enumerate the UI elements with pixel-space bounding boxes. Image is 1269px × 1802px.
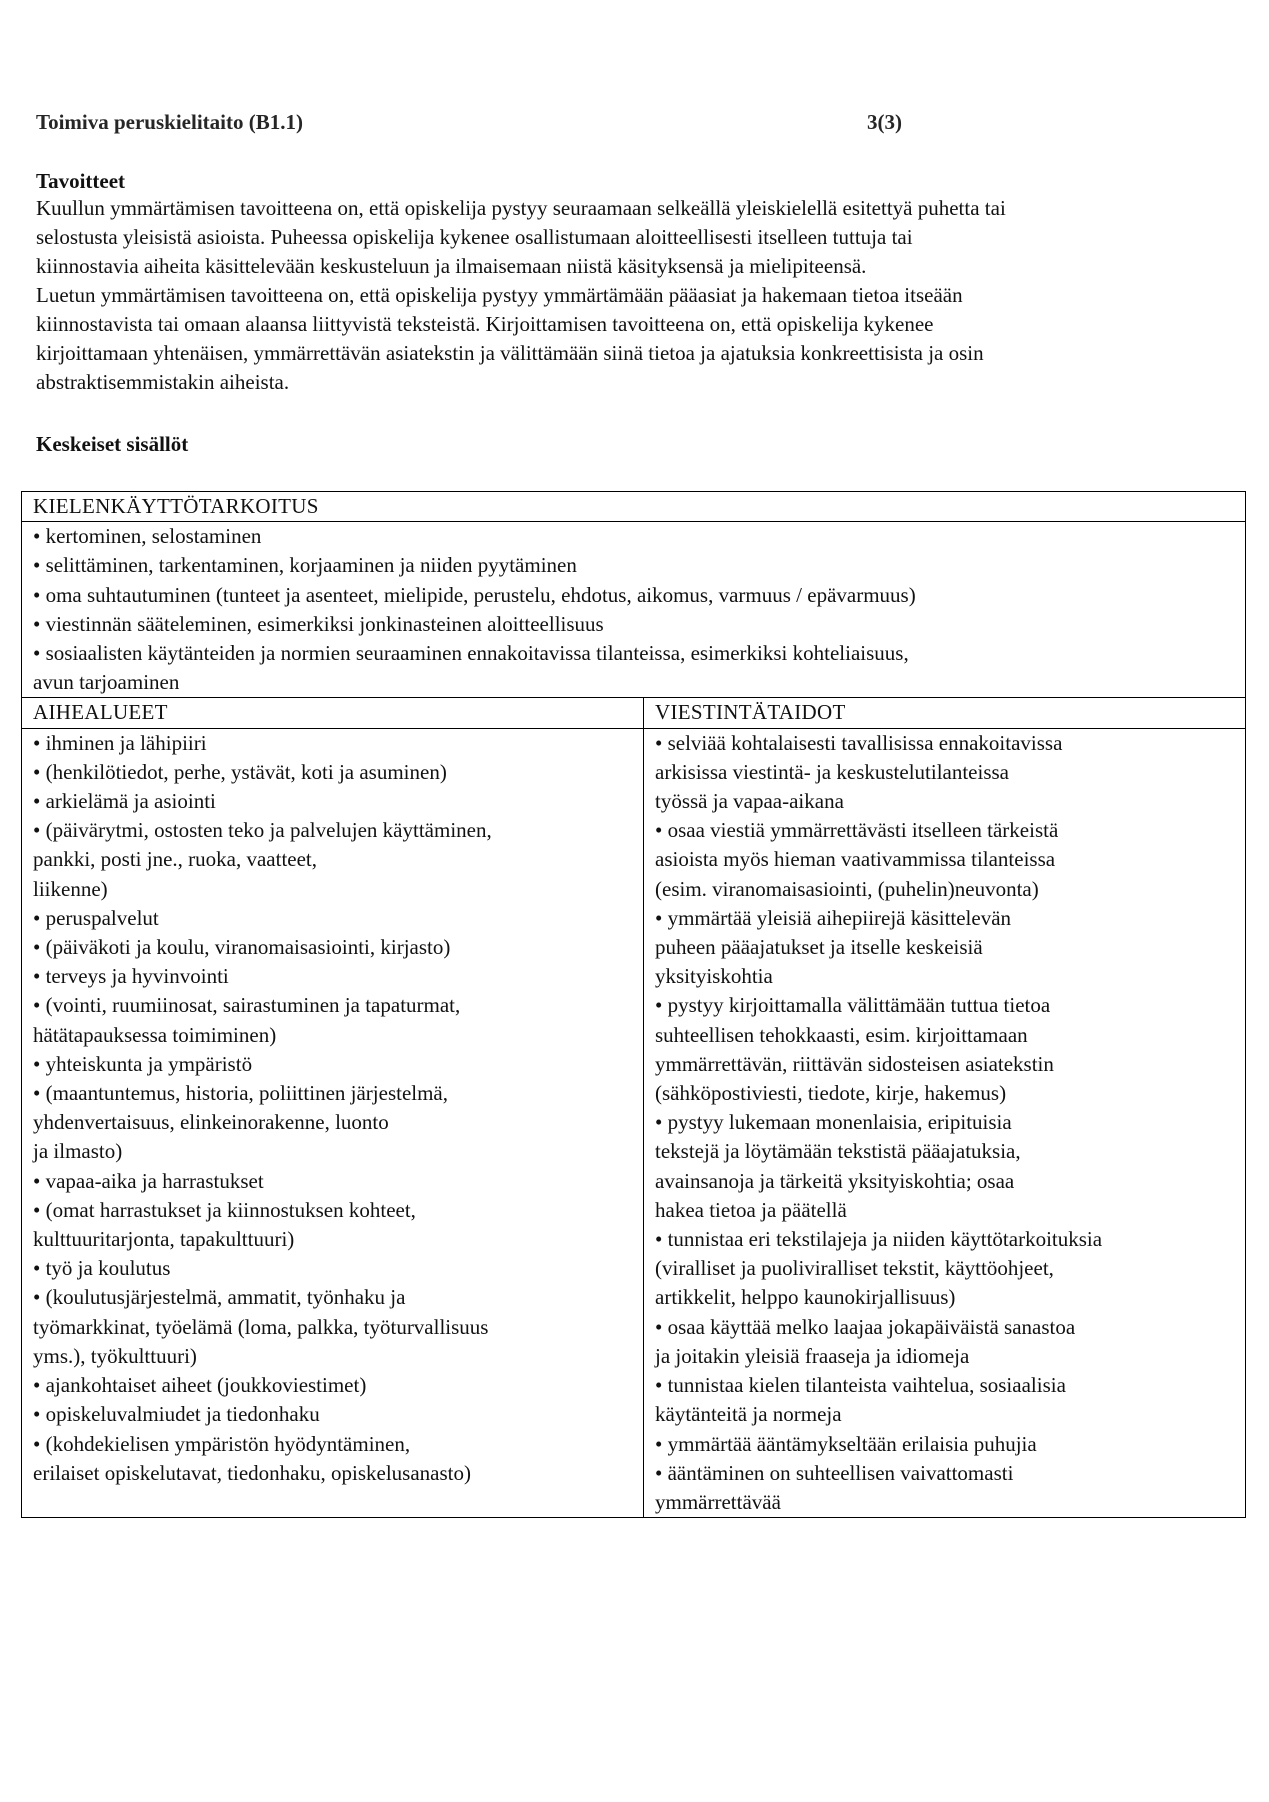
purpose-line: • selittäminen, tarkentaminen, korjaaminen ja niiden pyytäminen xyxy=(33,553,577,578)
topic-line: erilaiset opiskelutavat, tiedonhaku, opiskelusanasto) xyxy=(33,1460,471,1485)
topic-line: yms.), työkulttuuri) xyxy=(33,1343,197,1368)
goals-paragraph-1: Kuullun ymmärtämisen tavoitteena on, että opiskelija pystyy seuraamaan selkeällä yleiskielellä esitettyä puhetta tai selostusta yleisistä asioista. Puheessa opiskelija kykenee osallistumaan aloitteellisesti itselleen tuttuja tai kiinnostavia aiheita käsittelevään keskusteluun ja ilmaisemaan niistä käsityksensä ja mielipiteensä. xyxy=(36,196,1006,278)
topic-line: • ajankohtaiset aiheet (joukkoviestimet) xyxy=(33,1373,367,1398)
skill-line: (sähköpostiviesti, tiedote, kirje, hakemus) xyxy=(655,1081,1007,1106)
skill-line: • pystyy lukemaan monenlaisia, eripituisia xyxy=(655,1110,1012,1135)
skill-line: asioista myös hieman vaativammissa tilanteissa xyxy=(655,847,1056,872)
skill-line: • osaa viestiä ymmärrettävästi itselleen tärkeistä xyxy=(655,818,1059,843)
goals-paragraph-2: Luetun ymmärtämisen tavoitteena on, että opiskelija pystyy ymmärtämään pääasiat ja hakemaan tietoa itseään kiinnostavista tai omaan alaansa liittyvistä teksteistä. Kirjoittamisen tavoitteena on, että opiskelija kykenee kirjoittamaan yhtenäisen, ymmärrettävän asiatekstin ja välittämään siinä tietoa ja ajatuksia konkreettisista ja osin abstraktisemmistakin aiheista. xyxy=(36,283,984,394)
skill-line: (viralliset ja puoliviralliset tekstit, käyttöohjeet, xyxy=(655,1256,1054,1281)
topic-line: pankki, posti jne., ruoka, vaatteet, xyxy=(33,847,318,872)
skill-line: ymmärrettävää xyxy=(655,1489,781,1514)
skill-line: artikkelit, helppo kaunokirjallisuus) xyxy=(655,1285,956,1310)
topic-line: • (henkilötiedot, perhe, ystävät, koti ja asuminen) xyxy=(33,759,447,784)
topic-line: • työ ja koulutus xyxy=(33,1256,171,1281)
contents-table xyxy=(21,491,1246,1518)
topic-line: työmarkkinat, työelämä (loma, palkka, työturvallisuus xyxy=(33,1314,489,1339)
topic-line: • terveys ja hyvinvointi xyxy=(33,964,229,989)
column-header-row xyxy=(22,698,1246,728)
skill-line: • tunnistaa kielen tilanteista vaihtelua, sosiaalisia xyxy=(655,1373,1066,1398)
skill-line: hakea tietoa ja päätellä xyxy=(655,1197,847,1222)
topic-line: • (päivärytmi, ostosten teko ja palvelujen käyttäminen, xyxy=(33,818,492,843)
page-header xyxy=(36,110,916,135)
topic-line: • (koulutusjärjestelmä, ammatit, työnhaku ja xyxy=(33,1285,406,1310)
skill-line: suhteellisen tehokkaasti, esim. kirjoittamaan xyxy=(655,1022,1028,1047)
goals-section xyxy=(36,168,1236,397)
purpose-row xyxy=(22,522,1246,698)
skill-line: • osaa käyttää melko laajaa jokapäiväistä sanastoa xyxy=(655,1314,1076,1339)
topic-line: • ihminen ja lähipiiri xyxy=(33,730,207,755)
skill-line: ymmärrettävän, riittävän sidosteisen asiatekstin xyxy=(655,1051,1054,1076)
skill-line: ja joitakin yleisiä fraaseja ja idiomeja xyxy=(655,1343,970,1368)
skill-line: (esim. viranomaisasiointi, (puhelin)neuvonta) xyxy=(655,876,1039,901)
topic-line: • (kohdekielisen ympäristön hyödyntäminen, xyxy=(33,1431,411,1456)
skill-line: puheen pääajatukset ja itselle keskeisiä xyxy=(655,935,983,960)
skill-line: • selviää kohtalaisesti tavallisissa ennakoitavissa xyxy=(655,730,1063,755)
purpose-line: • oma suhtautuminen (tunteet ja asenteet, mielipide, perustelu, ehdotus, aikomus, varmuus / epävarmuus) xyxy=(33,582,916,607)
skill-line: • ymmärtää yleisiä aihepiirejä käsittelevän xyxy=(655,905,1012,930)
topic-line: • yhteiskunta ja ympäristö xyxy=(33,1051,253,1076)
skill-line: yksityiskohtia xyxy=(655,964,773,989)
topic-line: • (vointi, ruumiinosat, sairastuminen ja tapaturmat, xyxy=(33,993,461,1018)
topic-line: liikenne) xyxy=(33,876,108,901)
skill-line: • ymmärtää ääntämykseltään erilaisia puhujia xyxy=(655,1431,1037,1456)
skills-cell xyxy=(644,728,1246,1517)
topic-line: • (omat harrastukset ja kiinnostuksen kohteet, xyxy=(33,1197,416,1222)
topic-line: • vapaa-aika ja harrastukset xyxy=(33,1168,264,1193)
purpose-line: • sosiaalisten käytänteiden ja normien seuraaminen ennakoitavissa tilanteissa, esimerkiksi kohteliaisuus, xyxy=(33,641,909,666)
skill-line: • ääntäminen on suhteellisen vaivattomasti xyxy=(655,1460,1014,1485)
purpose-header: KIELENKÄYTTÖTARKOITUS xyxy=(22,492,1246,522)
topic-line: • peruspalvelut xyxy=(33,905,159,930)
topic-line: hätätapauksessa toimiminen) xyxy=(33,1022,277,1047)
skill-line: • tunnistaa eri tekstilajeja ja niiden käyttötarkoituksia xyxy=(655,1227,1103,1252)
contents-heading: Keskeiset sisällöt xyxy=(36,432,189,456)
page-number: 3(3) xyxy=(867,110,902,134)
topic-line: • (maantuntemus, historia, poliittinen järjestelmä, xyxy=(33,1081,449,1106)
skill-line: tekstejä ja löytämään tekstistä pääajatuksia, xyxy=(655,1139,1021,1164)
skill-line: työssä ja vapaa-aikana xyxy=(655,789,844,814)
skill-line: avainsanoja ja tärkeitä yksityiskohtia; osaa xyxy=(655,1168,1015,1193)
topic-line: • opiskeluvalmiudet ja tiedonhaku xyxy=(33,1402,320,1427)
topic-line: yhdenvertaisuus, elinkeinorakenne, luonto xyxy=(33,1110,389,1135)
document-title: Toimiva peruskielitaito (B1.1) xyxy=(36,110,303,134)
topics-skills-row xyxy=(22,728,1246,1517)
topics-cell xyxy=(22,728,644,1517)
topic-line: ja ilmasto) xyxy=(33,1139,123,1164)
purpose-header-row xyxy=(22,492,1246,522)
skill-line: arkisissa viestintä- ja keskustelutilanteissa xyxy=(655,759,1010,784)
purpose-cell xyxy=(22,522,1246,698)
topics-header: AIHEALUEET xyxy=(22,698,644,728)
purpose-line: • viestinnän sääteleminen, esimerkiksi jonkinasteinen aloitteellisuus xyxy=(33,611,604,636)
topic-line: • (päiväkoti ja koulu, viranomaisasiointi, kirjasto) xyxy=(33,935,451,960)
goals-heading: Tavoitteet xyxy=(36,169,126,193)
purpose-line: • kertominen, selostaminen xyxy=(33,524,262,549)
topic-line: • arkielämä ja asiointi xyxy=(33,789,216,814)
purpose-line: avun tarjoaminen xyxy=(33,670,180,695)
skill-line: käytänteitä ja normeja xyxy=(655,1402,842,1427)
skills-header: VIESTINTÄTAIDOT xyxy=(644,698,1246,728)
topic-line: kulttuuritarjonta, tapakulttuuri) xyxy=(33,1227,295,1252)
skill-line: • pystyy kirjoittamalla välittämään tuttua tietoa xyxy=(655,993,1051,1018)
